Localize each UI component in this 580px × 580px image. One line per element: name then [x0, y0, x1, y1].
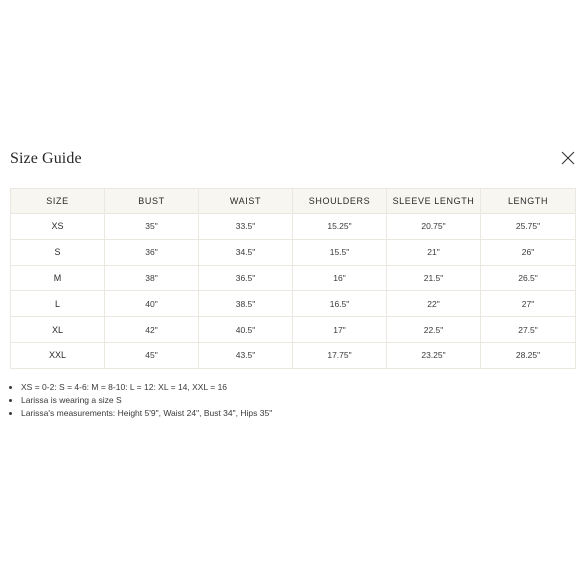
header-length: LENGTH	[481, 189, 576, 214]
header-size: SIZE	[11, 189, 105, 214]
sleeve-length-cell: 22.5"	[387, 317, 481, 343]
bust-cell: 45"	[105, 342, 199, 368]
header-sleeve-length: SLEEVE LENGTH	[387, 189, 481, 214]
table-row	[11, 291, 576, 317]
size-cell: XL	[11, 317, 105, 343]
bust-cell: 35"	[105, 214, 199, 240]
table-row	[11, 342, 576, 368]
shoulders-cell: 15.25"	[293, 214, 387, 240]
note-model-size: • Larissa is wearing a size S	[21, 394, 272, 407]
length-cell: 26.5"	[481, 265, 576, 291]
close-icon	[560, 150, 576, 166]
shoulders-cell: 16.5"	[293, 291, 387, 317]
table-row	[11, 239, 576, 265]
size-cell: L	[11, 291, 105, 317]
bust-cell: 42"	[105, 317, 199, 343]
waist-cell: 33.5"	[199, 214, 293, 240]
sleeve-length-cell: 23.25"	[387, 342, 481, 368]
waist-cell: 36.5"	[199, 265, 293, 291]
header-shoulders: SHOULDERS	[293, 189, 387, 214]
length-cell: 27"	[481, 291, 576, 317]
size-cell: M	[11, 265, 105, 291]
length-cell: 25.75"	[481, 214, 576, 240]
size-cell: XS	[11, 214, 105, 240]
note-size-conversion: • XS = 0-2: S = 4-6: M = 8-10: L = 12: XL = 14, XXL = 16	[21, 381, 272, 394]
modal-title: Size Guide	[10, 150, 82, 167]
waist-cell: 40.5"	[199, 317, 293, 343]
close-button[interactable]	[560, 150, 576, 166]
sleeve-length-cell: 21"	[387, 239, 481, 265]
bust-cell: 36"	[105, 239, 199, 265]
bust-cell: 38"	[105, 265, 199, 291]
shoulders-cell: 15.5"	[293, 239, 387, 265]
table-row	[11, 214, 576, 240]
table-header-row	[11, 189, 576, 214]
waist-cell: 38.5"	[199, 291, 293, 317]
size-notes	[8, 381, 272, 420]
shoulders-cell: 17"	[293, 317, 387, 343]
length-cell: 28.25"	[481, 342, 576, 368]
shoulders-cell: 17.75"	[293, 342, 387, 368]
table-row	[11, 265, 576, 291]
sleeve-length-cell: 22"	[387, 291, 481, 317]
waist-cell: 34.5"	[199, 239, 293, 265]
sleeve-length-cell: 21.5"	[387, 265, 481, 291]
note-model-measurements: • Larissa's measurements: Height 5'9", Waist 24", Bust 34", Hips 35"	[21, 407, 272, 420]
header-bust: BUST	[105, 189, 199, 214]
bust-cell: 40"	[105, 291, 199, 317]
size-table	[10, 188, 576, 369]
table-row	[11, 317, 576, 343]
header-waist: WAIST	[199, 189, 293, 214]
size-cell: XXL	[11, 342, 105, 368]
length-cell: 27.5"	[481, 317, 576, 343]
length-cell: 26"	[481, 239, 576, 265]
sleeve-length-cell: 20.75"	[387, 214, 481, 240]
waist-cell: 43.5"	[199, 342, 293, 368]
size-cell: S	[11, 239, 105, 265]
shoulders-cell: 16"	[293, 265, 387, 291]
